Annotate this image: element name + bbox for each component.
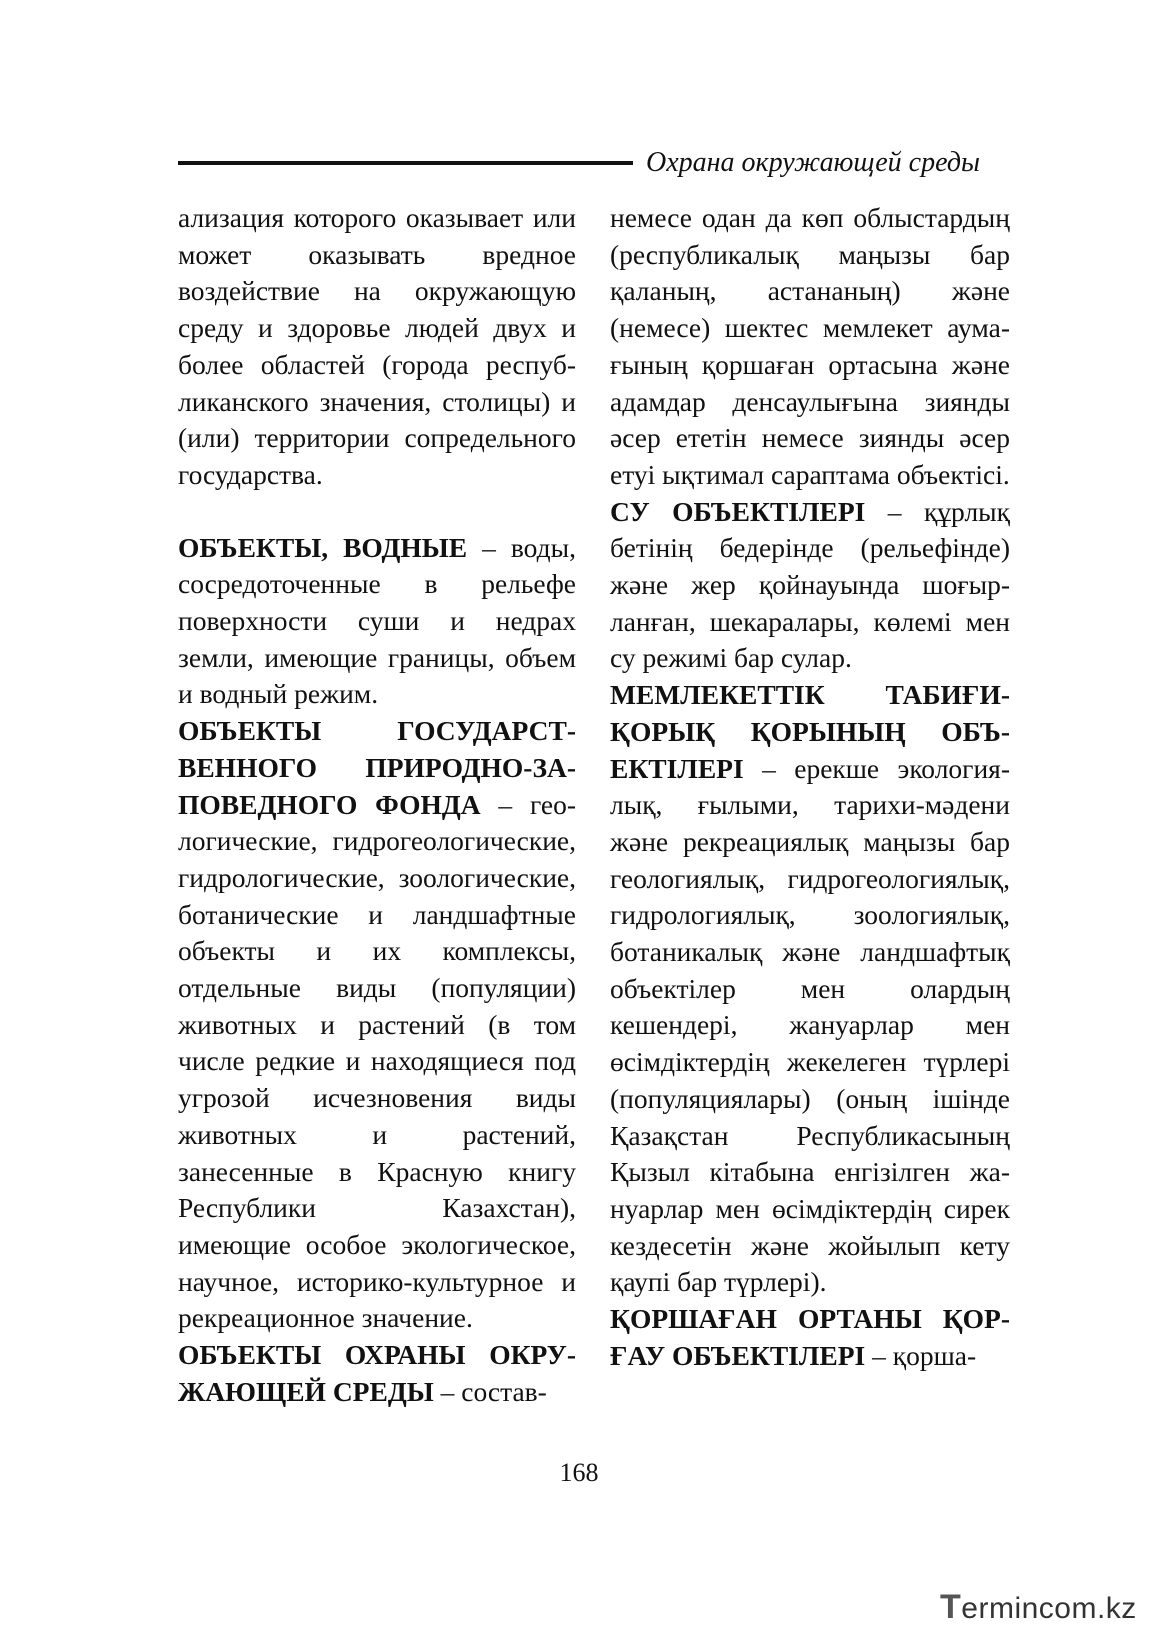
entry xyxy=(178,1337,576,1410)
entry-definition: – құрлық бетінің бедерінде (рельефінде) және жер қойнауында шоғырланған, шекаралары, көлемі мен су режимі бар сулар. xyxy=(610,495,1011,674)
entry xyxy=(610,494,1010,678)
left-column xyxy=(178,200,576,1411)
entry-definition: – ерекше экологиялық, ғылыми, тарихи-мәдени және рекреациялық маңызы бар геологиялық, гидрогеологиялық, гидрологиялық, зоологиялық, ботаникалық және ландшафтық объектілер мен олардың кешендері, жануарлар мен өсімдіктердің жекелеген түрлері (популяциялары) (оның ішінде Қазақстан Республикасының Қызыл кітабына енгізілген жануарлар мен өсімдіктердің сирек кездесетін және жойылып кету қаупі бар түрлері). xyxy=(610,752,1010,1298)
entry-definition: немесе одан да көп облыстардың (республикалық маңызы бар қаланың, астананың) және (немесе) шектес мемлекет аумағының қоршаған ортасына және адамдар денсаулығына зиянды әсер ететін немесе зиянды әсер етуі ықтимал сараптама объектісі. xyxy=(610,202,1010,490)
entry-term: МЕМЛЕКЕТТІК ТАБИҒИ-ҚОРЫҚ ҚОРЫНЫҢ ОБЪЕКТІЛЕРІ xyxy=(610,679,1010,784)
entry xyxy=(178,713,576,1337)
entry-term: ОБЪЕКТЫ ОХРАНЫ ОКРУЖАЮЩЕЙ СРЕДЫ xyxy=(178,1339,576,1407)
entry xyxy=(178,530,576,714)
right-column xyxy=(610,200,1010,1375)
entry-term: СУ ОБЪЕКТІЛЕРІ xyxy=(610,495,866,527)
entry-definition: – воды, сосредоточенные в рельефе поверхности суши и недрах земли, имеющие границы, объем и водный режим. xyxy=(178,531,576,710)
running-title: Охрана окружающей среды xyxy=(646,147,980,178)
entry xyxy=(610,1301,1010,1374)
entry-term: ОБЪЕКТЫ ГОСУДАРСТВЕННОГО ПРИРОДНО-ЗАПОВЕДНОГО ФОНДА xyxy=(178,715,576,820)
watermark-initial: T xyxy=(940,1588,962,1626)
entry xyxy=(610,677,1010,1301)
entry-definition: – состав- xyxy=(433,1375,547,1407)
entry-continuation xyxy=(610,200,1010,494)
entry-definition: ализация которого оказывает или может оказывать вредное воздействие на окружающую среду и здоровье людей двух и более областей (города республиканского значения, столицы) и (или) территории сопредельного государства. xyxy=(178,202,576,490)
watermark-text: ermincom.kz xyxy=(961,1592,1137,1625)
entry-term: ҚОРШАҒАН ОРТАНЫ ҚОРҒАУ ОБЪЕКТІЛЕРІ xyxy=(610,1303,1010,1371)
entry-continuation xyxy=(178,200,576,494)
entry-term: ОБЪЕКТЫ, ВОДНЫЕ xyxy=(178,531,468,563)
header-rule xyxy=(178,161,633,165)
watermark-logo xyxy=(940,1588,1140,1628)
entry-definition: – геологические, гидрогеологические, гидрологические, зоологические, ботанические и ландшафтные объекты и их комплексы, отдельные виды (популяции) животных и растений (в том числе редкие и находящиеся под угрозой исчезновения виды животных и растений, занесенные в Красную книгу Республики Казахстан), имеющие особое экологическое, научное, историко-культурное и рекреационное значение. xyxy=(178,788,576,1334)
page-number: 168 xyxy=(559,1458,599,1487)
entry-definition: – қорша- xyxy=(865,1339,977,1371)
